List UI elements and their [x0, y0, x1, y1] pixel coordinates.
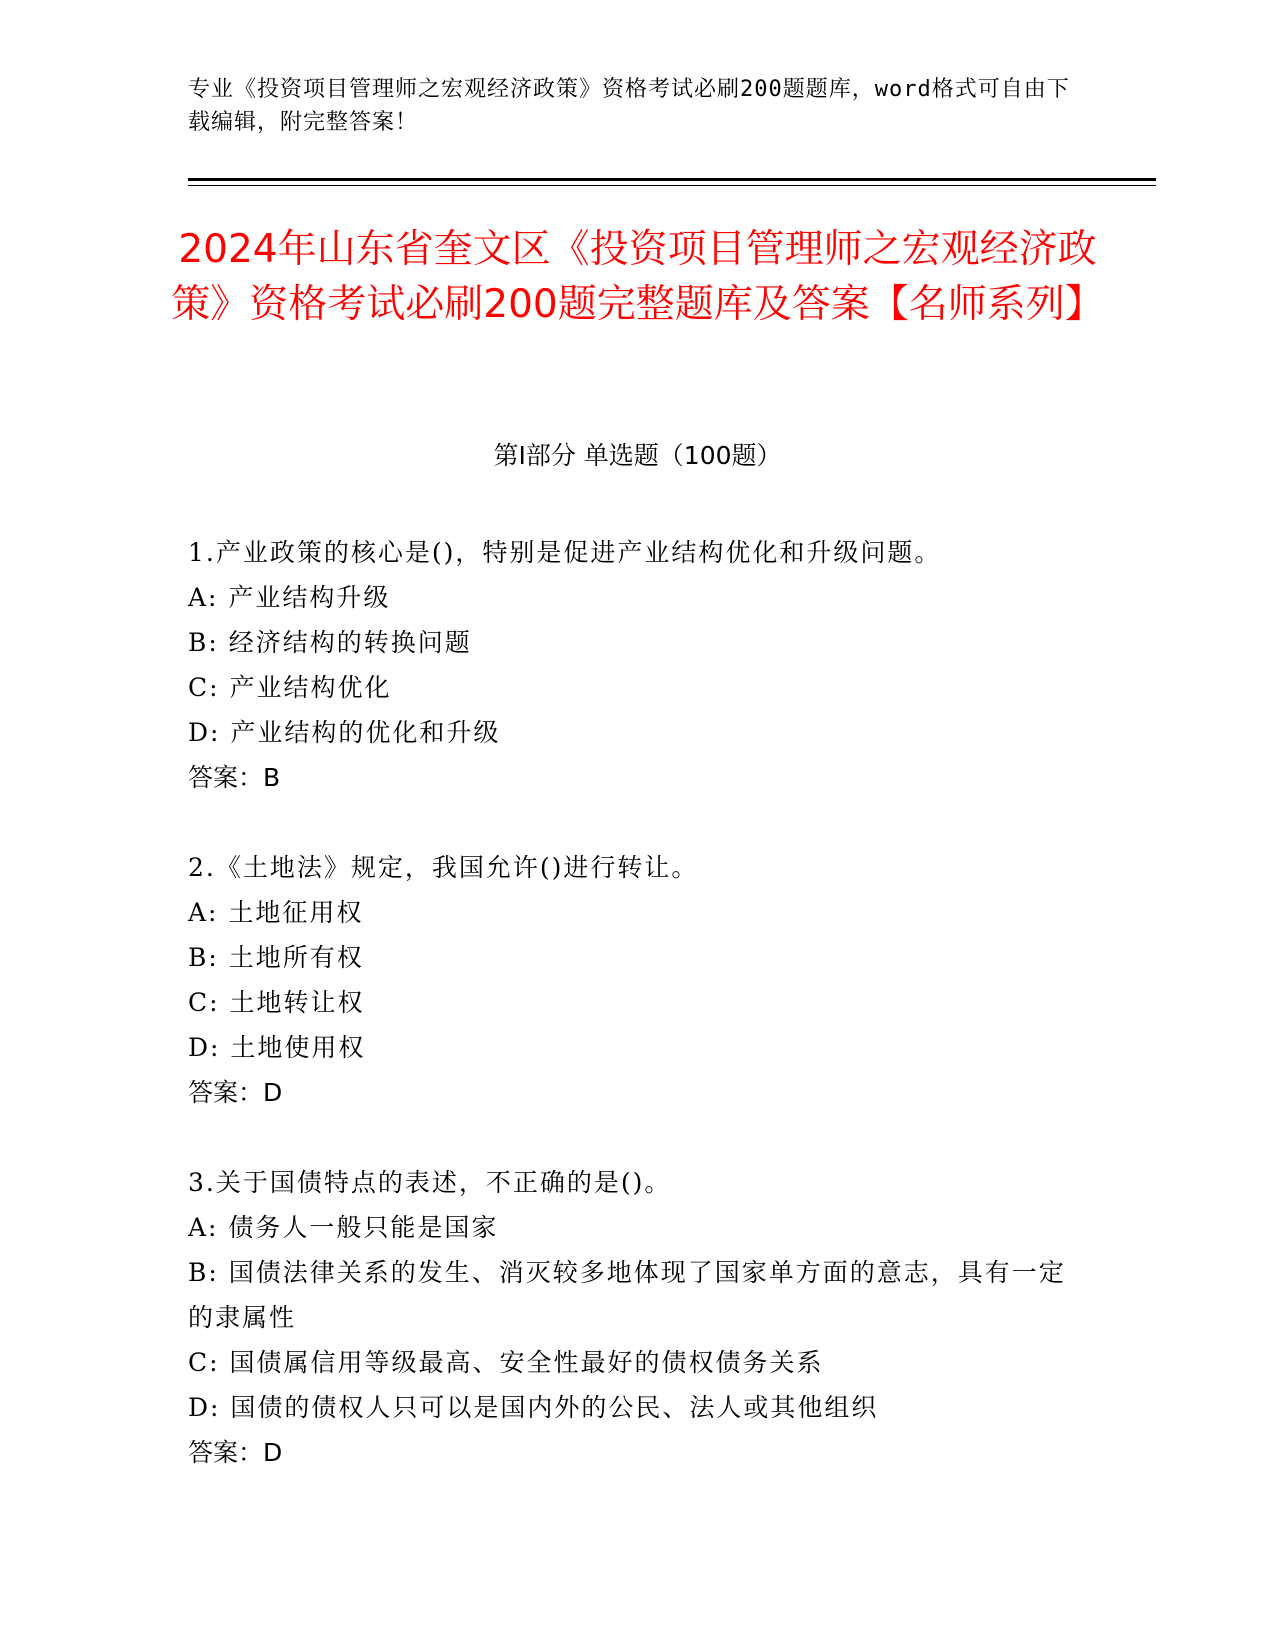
question-list [188, 530, 1088, 1520]
question-1 [188, 530, 1088, 800]
option-d: D: 产业结构的优化和升级 [188, 718, 501, 747]
option-d: D: 土地使用权 [188, 1033, 366, 1062]
header-note: 专业《投资项目管理师之宏观经济政策》资格考试必刷200题题库，word格式可自由下载编辑，附完整答案！ [188, 77, 1070, 135]
question-stem: 3.关于国债特点的表述，不正确的是()。 [188, 1168, 672, 1197]
option-b: B: 经济结构的转换问题 [188, 628, 472, 657]
section-heading: 第I部分 单选题（100题） [493, 441, 782, 470]
question-3 [188, 1160, 1088, 1475]
option-c: C: 国债属信用等级最高、安全性最好的债权债务关系 [188, 1348, 824, 1377]
option-a: A: 土地征用权 [188, 898, 364, 927]
answer-text: 答案：D [188, 1438, 283, 1467]
option-d: D: 国债的债权人只可以是国内外的公民、法人或其他组织 [188, 1393, 879, 1422]
option-a: A: 产业结构升级 [188, 583, 391, 612]
question-stem: 1.产业政策的核心是()，特别是促进产业结构优化和升级问题。 [188, 538, 942, 567]
header-rule-thick [188, 178, 1156, 181]
option-b: B: 国债法律关系的发生、消灭较多地体现了国家单方面的意志，具有一定的隶属性 [188, 1258, 1066, 1332]
option-c: C: 土地转让权 [188, 988, 365, 1017]
option-c: C: 产业结构优化 [188, 673, 392, 702]
option-b: B: 土地所有权 [188, 943, 364, 972]
answer-text: 答案：B [188, 763, 281, 792]
question-2 [188, 845, 1088, 1115]
answer-text: 答案：D [188, 1078, 283, 1107]
header-rule-thin [188, 185, 1156, 186]
document-title: 2024年山东省奎文区《投资项目管理师之宏观经济政策》资格考试必刷200题完整题库及答案【名师系列】 [171, 227, 1104, 327]
option-a: A: 债务人一般只能是国家 [188, 1213, 499, 1242]
question-stem: 2.《土地法》规定，我国允许()进行转让。 [188, 853, 699, 882]
